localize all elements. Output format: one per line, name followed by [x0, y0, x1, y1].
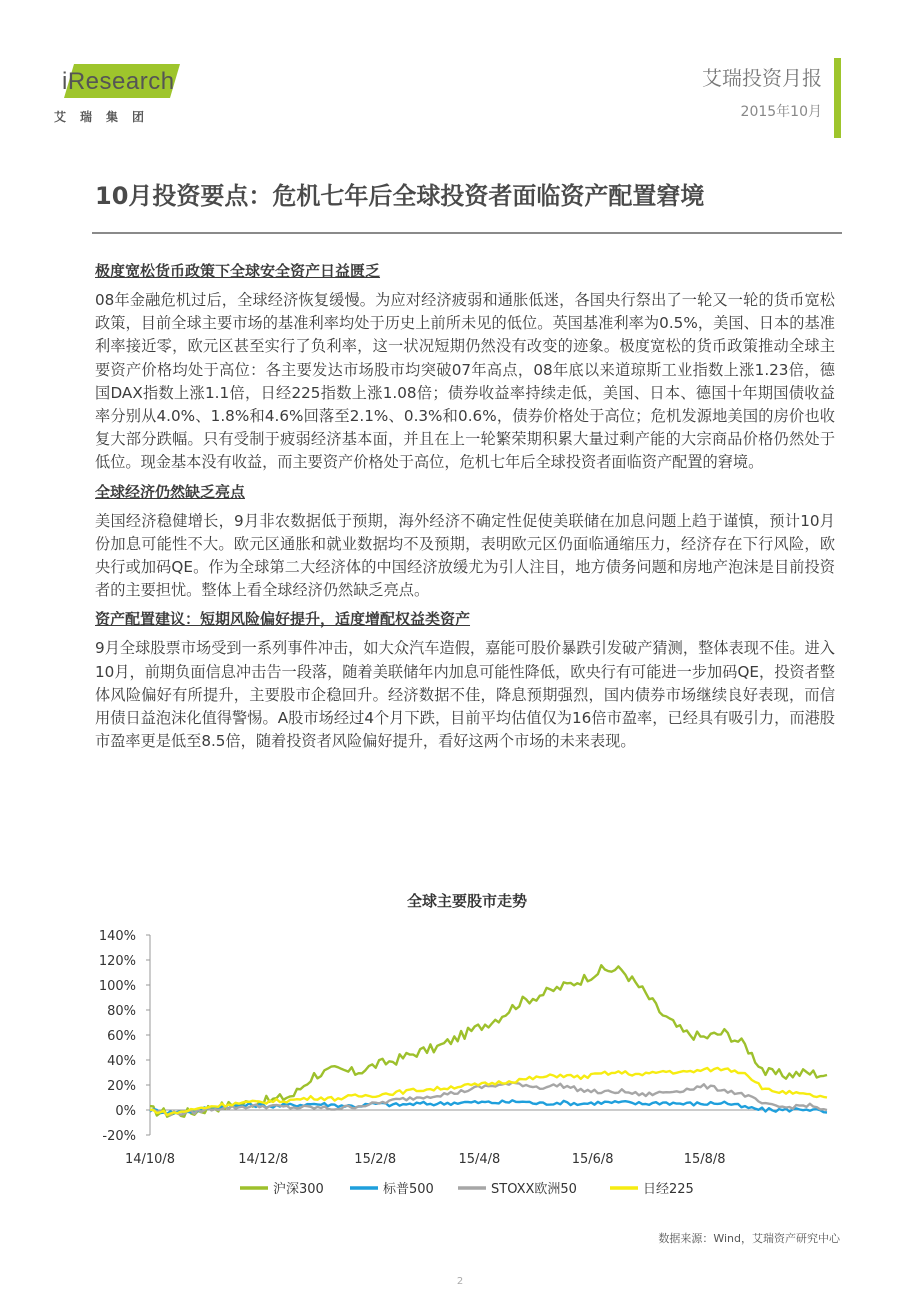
section-body-safe-assets: 08年金融危机过后，全球经济恢复缓慢。为应对经济疲弱和通胀低迷，各国央行祭出了一轮又一轮的货币宽松政策，目前全球主要市场的基准利率均处于历史上前所未见的低位。英国基准利率为0.5%，美国、日本的基准利率接近零，欧元区甚至实行了负利率，这一状况短期仍然没有改变的迹象。极度宽松的货币政策推动全球主要资产价格均处于高位：各主要发达市场股市均突破07年高点，08年底以来道琼斯工业指数上涨1.23倍，德国DAX指数上涨1.1倍，日经225指数上涨1.08倍；债券收益率持续走低，美国、日本、德国十年期国债收益率分别从4.0%、1.8%和4.6%回落至2.1%、0.3%和0.6%，债券价格处于高位；危机发源地美国的房价也收复大部分跌幅。只有受制于疲弱经济基本面，并且在上一轮繁荣期积累大量过剩产能的大宗商品价格仍然处于低位。现金基本没有收益，而主要资产价格处于高位，危机七年后全球投资者面临资产配置的窘境。: [95, 291, 835, 472]
logo-text: iResearch: [62, 68, 175, 95]
legend-label: STOXX欧洲50: [491, 1182, 577, 1197]
x-tick-label: 15/6/8: [571, 1152, 614, 1167]
series-line: [150, 965, 827, 1116]
title-divider: [92, 232, 842, 234]
section-body-global-economy: 美国经济稳健增长，9月非农数据低于预期，海外经济不确定性促使美联储在加息问题上趋于谨慎，预计10月份加息可能性不大。欧元区通胀和就业数据均不及预期，表明欧元区仍面临通缩压力，经济存在下行风险，欧央行或加码QE。作为全球第二大经济体的中国经济放缓尤为引人注目，地方债务问题和房地产泡沫是目前投资者的主要担忧。整体上看全球经济仍然缺乏亮点。: [95, 511, 835, 600]
section-heading-safe-assets: 极度宽松货币政策下全球安全资产日益匮乏: [95, 262, 381, 280]
x-tick-label: 14/12/8: [238, 1152, 289, 1167]
data-source-note: 数据来源：Wind，艾瑞资产研究中心: [658, 1232, 840, 1245]
report-date: 2015年10月: [740, 104, 822, 120]
section-heading-allocation: 资产配置建议：短期风险偏好提升，适度增配权益类资产: [95, 610, 471, 629]
legend-label: 日经225: [643, 1182, 694, 1197]
y-tick-label: 40%: [107, 1054, 136, 1069]
legend-label: 沪深300: [273, 1182, 324, 1197]
page-title: 10月投资要点：危机七年后全球投资者面临资产配置窘境: [95, 182, 705, 210]
y-tick-label: 140%: [98, 929, 136, 944]
x-tick-label: 15/2/8: [354, 1152, 397, 1167]
company-logo: [52, 60, 192, 130]
section-body-allocation: 9月全球股票市场受到一系列事件冲击，如大众汽车造假，嘉能可股价暴跌引发破产猜测，整体表现不佳。进入10月，前期负面信息冲击告一段落，随着美联储年内加息可能性降低，欧央行有可能进一步加码QE，投资者整体风险偏好有所提升，主要股市企稳回升。经济数据不佳，降息预期强烈，国内债券市场继续良好表现，而信用债日益泡沫化值得警惕。A股市场经过4个月下跌，目前平均估值仅为16倍市盈率，已经具有吸引力，而港股市盈率更是低至8.5倍，随着投资者风险偏好提升，看好这两个市场的未来表现。: [95, 639, 835, 751]
y-tick-label: 20%: [107, 1079, 136, 1094]
x-tick-label: 14/10/8: [124, 1152, 176, 1167]
y-tick-label: -20%: [102, 1129, 136, 1144]
y-tick-label: 100%: [98, 979, 136, 994]
legend-label: 标普500: [383, 1182, 434, 1197]
chart-svg: [92, 880, 842, 1210]
page-number: 2: [456, 1276, 464, 1287]
report-header: [702, 62, 822, 121]
article-body: [95, 260, 835, 759]
header-accent-bar: [834, 58, 841, 138]
x-tick-label: 15/4/8: [458, 1152, 501, 1167]
y-tick-label: 80%: [107, 1004, 136, 1019]
logo-subtitle: 艾瑞集团: [54, 110, 159, 124]
y-tick-label: 0%: [115, 1104, 136, 1119]
chart-title: 全球主要股市走势: [406, 892, 528, 910]
report-title: 艾瑞投资月报: [702, 66, 822, 90]
section-heading-global-economy: 全球经济仍然缺乏亮点: [95, 482, 246, 501]
x-tick-label: 15/8/8: [683, 1152, 726, 1167]
y-tick-label: 60%: [107, 1029, 136, 1044]
stock-trend-chart: [92, 880, 842, 1210]
y-tick-label: 120%: [98, 954, 136, 969]
